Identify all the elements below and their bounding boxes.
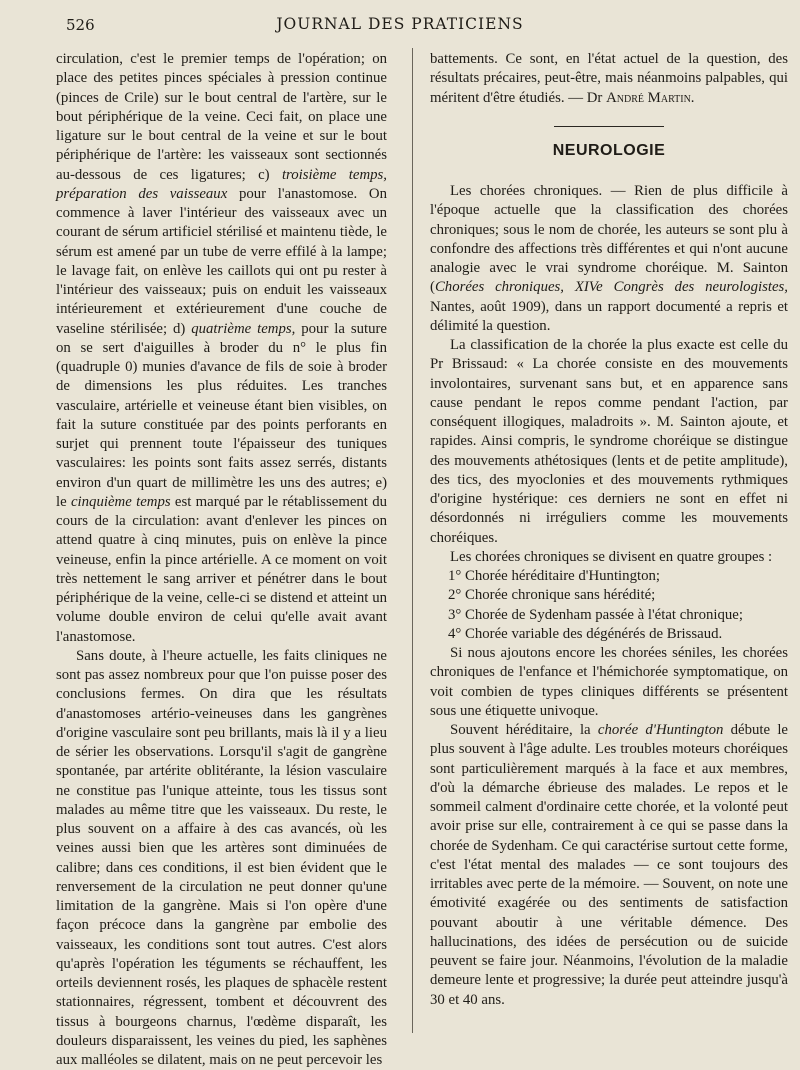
list-item: 3° Chorée de Sydenham passée à l'état chronique; xyxy=(448,606,743,623)
text-run: — Rien de plus difficile à l'époque actuelle que la classification des chorées chroniques; sous le nom de chorée, les auteurs se sont plu à confondre des affections très différentes et qui n'ont aucune analogie avec le vrai syndrome choréique. M. Sainton ( xyxy=(430,183,788,296)
italic-run: troisième temps, préparation des vaisseaux xyxy=(56,166,387,202)
list-item: 2° Chorée chronique sans hérédité; xyxy=(448,587,656,604)
list-item: 1° Chorée héréditaire d'Huntington; xyxy=(448,568,660,584)
text-run: est marqué par le rétablissement du cours de la circulation: avant d'enlever les pinces on attend quatre à cinq minutes, puis on enlève la pince veineuse, enfin la pince artérielle. A ce moment on voit très nettement le sang arriver et pénétrer dans le bout périphérique de la veine, celle-ci se distend et atteint un volume double environ de celui qu'elle avait avant l'anastomose. xyxy=(56,493,388,645)
paragraph xyxy=(430,182,788,336)
article-lead: Les chorées chroniques. xyxy=(450,183,603,199)
paragraph xyxy=(430,721,788,1010)
text-run: battements. Ce sont, en l'état actuel de la question, des résultats précaires, peut-être, mais néanmoins palpables, qui méritent d'être étudiés. — Dr xyxy=(430,51,788,106)
paragraph xyxy=(430,50,788,108)
italic-run: Chorées chroniques, XIVe Congrès des neurologistes, xyxy=(434,279,788,296)
text-run: débute le plus souvent à l'âge adulte. Les troubles moteurs choréiques sont particulièrement marqués à la face et aux membres, d'où la démarche ébrieuse des malades. Le repos et le sommeil calment d'ordinaire cette chorée, et la volonté peut avoir prise sur elle, contrairement à ce qui se passe dans la chorée de Sydenham. Ce qui caractérise surtout cette forme, c'est l'état mental des malades — ce sont toujours des irritables avec perte de la mémoire. — Souvent, on note une émotivité exagérée ou des sentiments de satisfaction pouvant aboutir à une véritable démence. Des hallucinations, des idées de persécution ou de suicide peuvent se faire jour. Néanmoins, l'évolution de la maladie demeure lente et progressive; la durée peut atteindre jusqu'à 30 et 40 ans. xyxy=(430,722,788,1008)
author-signature: André Martin. xyxy=(606,89,695,106)
paragraph: Les chorées chroniques se divisent en quatre groupes : xyxy=(450,548,773,565)
italic-run: quatrième temps, xyxy=(191,320,296,337)
section-divider xyxy=(554,126,664,127)
italic-run: cinquième temps xyxy=(70,493,171,510)
paragraph: Si nous ajoutons encore les chorées séniles, les chorées chroniques de l'enfance et l'hémichorée symptomatique, on voit combien de types cliniques différents se présentent sous une étiquette univoque. xyxy=(430,645,788,719)
text-run: pour la suture on se sert d'aiguilles à broder du n° le plus fin (quadruple 0) munies d'avance de fils de soie à broder de dimensions les plus réduites. Les tranches vasculaire, artérielle et veineuse étant bien visibles, on fait la suture constituée par des points perforants en surjet qui prennent toute l'épaisseur des tuniques vasculaires: les points sont faits assez serrés, distants environ d'un quart de millimètre les uns des autres; e) le xyxy=(56,320,388,510)
paragraph: La classification de la chorée la plus exacte est celle du Pr Brissaud: « La chorée consiste en des mouvements involontaires, survenant sans but, et en apparence sans cause pendant le repos comme pendant l'action, par conséquent illogiques, maladroits ». M. Sainton ajoute, et rapides. Ainsi compris, le syndrome choréique se distingue des mouvements athétosiques (lents et de petite amplitude), des tics, des myoclonies et des mouvements rythmiques d'origine hystérique: ces derniers ne sont en effet ni désordonnés ni irréguliers comme les mouvements choréiques. xyxy=(430,337,788,546)
column-divider xyxy=(412,48,413,1033)
italic-run: chorée d'Huntington xyxy=(597,722,724,738)
page-number: 526 xyxy=(66,16,95,34)
text-run: circulation, c'est le premier temps de l'opération; on place des petites pinces spéciales à pression continue (pinces de Crile) sur le bout central de l'artère, sur le bout périphérique de la veine. Ceci fait, on place une ligature sur le bout central de la veine et sur le bout périphérique de l'artère: les vaisseaux sont sectionnés au-dessous de ces ligatures; c) xyxy=(56,51,387,183)
paragraph xyxy=(56,50,387,647)
left-column xyxy=(56,50,387,1070)
section-title: NEUROLOGIE xyxy=(552,141,666,159)
text-run: pour l'anastomose. On commence à laver l'intérieur des vaisseaux avec un courant de sérum artificiel stérilisé et maintenu tiède, le sérum est amené par un tube de verre effilé à la lampe; le lavage fait, on enlève les caillots qui ont pu rester à l'intérieur des vaisseaux; puis on enduit les vaisseaux intérieurement et extérieurement d'une couche de vaseline stérilisée; d) xyxy=(56,185,387,337)
right-column xyxy=(430,50,788,1010)
text-run: Souvent héréditaire, la xyxy=(450,722,591,738)
paragraph: Sans doute, à l'heure actuelle, les faits cliniques ne sont pas assez nombreux pour que l'on puisse poser des conclusions fermes. On dira que les résultats d'anastomoses artério-veineuses dans les gangrènes d'origine vasculaire sont peu brillants, mais là il y a lieu de sérier les observations. Lorsqu'il s'agit de gangrène spontanée, par artérite oblitérante, la lésion vasculaire ne constitue pas l'unique atteinte, tous les tissus sont malades au même titre que les vaisseaux. Du reste, le plus souvent on a affaire à des cas avancés, où les veines aussi bien que les artères sont diminuées de calibre; dans ces conditions, il est bien évident que le renversement de la circulation ne peut donner qu'une limitation de la gangrène. Mais si l'on opère d'une façon précoce dans la gangrène par embolie des vaisseaux, les conditions sont tout autres. C'est alors qu'après l'opération les téguments se réchauffent, les orteils deviennent rosés, les plaques de sphacèle restent stationnaires, régressent, tombent et découvrent des tissus à bourgeons charnus, l'œdème disparaît, les douleurs disparaissent, les veines du pied, les saphènes aux malléoles se dilatent, mais on ne peut percevoir les xyxy=(56,647,387,1068)
running-title: JOURNAL DES PRATICIENS xyxy=(276,15,524,33)
list-item: 4° Chorée variable des dégénérés de Brissaud. xyxy=(448,625,723,642)
page-header xyxy=(0,14,800,40)
text-run: Nantes, août 1909), dans un rapport documenté a repris et délimité la question. xyxy=(430,298,788,334)
